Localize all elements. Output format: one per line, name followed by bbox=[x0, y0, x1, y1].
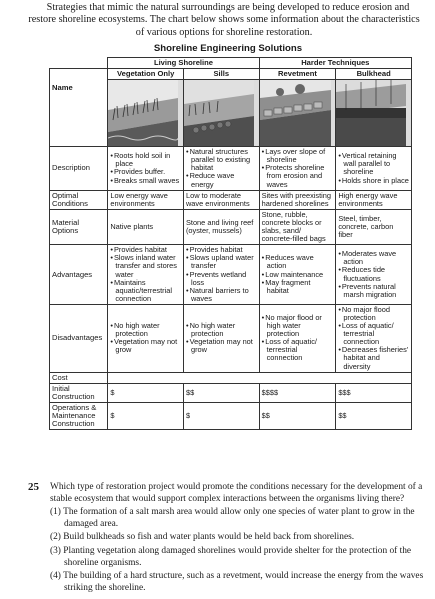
shoreline-table bbox=[49, 57, 412, 430]
column-header-row bbox=[50, 69, 412, 80]
advantages-bulkhead bbox=[336, 245, 412, 305]
bullet-item: • Roots hold soil in place bbox=[110, 152, 181, 168]
bullet-item: • Vegetation may not grow bbox=[186, 338, 257, 354]
disadvantages-row bbox=[50, 304, 412, 372]
initial-construction-row bbox=[50, 383, 412, 402]
disadvantages-vegetation bbox=[108, 304, 184, 372]
description-label: Description bbox=[50, 147, 108, 190]
empty-corner bbox=[50, 58, 108, 69]
maintenance-label: Operations & Maintenance Construction bbox=[50, 402, 108, 429]
bullet-item: • No high water protection bbox=[110, 322, 181, 338]
advantages-sills bbox=[183, 245, 259, 305]
bullet-item: • Provides habitat bbox=[110, 246, 181, 254]
disadvantages-bulkhead bbox=[336, 304, 412, 372]
bullet-item: • Lays over slope of shoreline bbox=[262, 148, 334, 164]
bullet-item: • Decreases fisheries' habitat and diversity bbox=[338, 346, 409, 370]
advantages-revetment bbox=[259, 245, 336, 305]
bullet-item: • Low maintenance bbox=[262, 271, 334, 279]
question-number: 25 bbox=[28, 481, 39, 493]
answer-choice-2[interactable]: (2) Build bulkheads so fish and water plants would be held back from shorelines. bbox=[50, 532, 355, 543]
bullet-item: • Prevents wetland loss bbox=[186, 271, 257, 287]
bullet-item: • Slows inland water transfer and stores water bbox=[110, 254, 181, 278]
bullet-item: • Vertical retaining wall parallel to shoreline bbox=[338, 152, 409, 176]
bulkhead-header: Bulkhead bbox=[336, 69, 412, 80]
bullet-item: • Natural structures parallel to existing habitat bbox=[186, 148, 257, 172]
bullet-item: • Reduces tide fluctuations bbox=[338, 266, 409, 282]
advantages-label: Advantages bbox=[50, 245, 108, 305]
description-row bbox=[50, 147, 412, 190]
description-sills bbox=[183, 147, 259, 190]
bulkhead-illustration bbox=[336, 80, 412, 147]
bullet-item: • Maintains aquatic/terrestrial connection bbox=[110, 279, 181, 303]
optimal-conditions-label: Optimal Conditions bbox=[50, 190, 108, 209]
material-bulkhead: Steel, timber, concrete, carbon fiber bbox=[336, 209, 412, 244]
vegetation-only-header: Vegetation Only bbox=[108, 69, 184, 80]
bullet-item: • Natural barriers to waves bbox=[186, 287, 257, 303]
maintenance-row bbox=[50, 402, 412, 429]
optimal-vegetation: Low energy wave environments bbox=[108, 190, 184, 209]
maintenance-bulkhead: $$ bbox=[336, 402, 412, 429]
sills-illustration bbox=[183, 80, 259, 147]
sills-header: Sills bbox=[183, 69, 259, 80]
bullet-item: • No major flood protection bbox=[338, 306, 409, 322]
bullet-item: • Loss of aquatic/ terrestrial connection bbox=[338, 322, 409, 346]
bullet-item: • Reduce wave energy bbox=[186, 172, 257, 188]
bullet-item: • Breaks small waves bbox=[110, 177, 181, 185]
group-header-row bbox=[50, 58, 412, 69]
bullet-item: • Protects shoreline from erosion and waves bbox=[262, 164, 334, 188]
advantages-row bbox=[50, 245, 412, 305]
maintenance-vegetation: $ bbox=[108, 402, 184, 429]
harder-techniques-header: Harder Techniques bbox=[259, 58, 411, 69]
bullet-item: • Provides buffer. bbox=[110, 168, 181, 176]
cost-row bbox=[50, 372, 412, 383]
intro-paragraph: Strategies that mimic the natural surroundings are being developed to reduce erosion and restore shoreline ecosystems. The chart below shows some information about the characteristics of various options for shoreline restoration. bbox=[28, 2, 420, 38]
living-shoreline-header: Living Shoreline bbox=[108, 58, 259, 69]
description-vegetation bbox=[108, 147, 184, 190]
advantages-vegetation bbox=[108, 245, 184, 305]
bullet-item: • Holds shore in place bbox=[338, 177, 409, 185]
optimal-sills: Low to moderate wave environments bbox=[183, 190, 259, 209]
material-revetment: Stone, rubble, concrete blocks or slabs, sand/ concrete-filled bags bbox=[259, 209, 336, 244]
optimal-revetment: Sites with preexisting hardened shorelines bbox=[259, 190, 336, 209]
bullet-item: • Vegetation may not grow bbox=[110, 338, 181, 354]
maintenance-sills: $ bbox=[183, 402, 259, 429]
initial-vegetation: $ bbox=[108, 383, 184, 402]
bullet-item: • No high water protection bbox=[186, 322, 257, 338]
answer-choice-4[interactable]: (4) The building of a hard structure, such as a revetment, would increase the energy from the waves striking the shoreline. bbox=[50, 571, 424, 593]
revetment-illustration bbox=[259, 80, 336, 147]
disadvantages-revetment bbox=[259, 304, 336, 372]
initial-bulkhead: $$$ bbox=[336, 383, 412, 402]
maintenance-revetment: $$ bbox=[259, 402, 336, 429]
bullet-item: • Slows upland water transfer bbox=[186, 254, 257, 270]
bullet-item: • Reduces wave action bbox=[262, 254, 334, 270]
optimal-conditions-row bbox=[50, 190, 412, 209]
description-revetment bbox=[259, 147, 336, 190]
bullet-item: • No major flood or high water protection bbox=[262, 314, 334, 338]
chart-title: Shoreline Engineering Solutions bbox=[153, 43, 303, 54]
material-options-row bbox=[50, 209, 412, 244]
initial-revetment: $$$$ bbox=[259, 383, 336, 402]
initial-construction-label: Initial Construction bbox=[50, 383, 108, 402]
material-sills: Stone and living reef (oyster, mussels) bbox=[183, 209, 259, 244]
bullet-item: • Moderates wave action bbox=[338, 250, 409, 266]
material-options-label: Material Options bbox=[50, 209, 108, 244]
answer-choice-3[interactable]: (3) Planting vegetation along damaged shorelines would provide shelter for the protection of the shoreline organisms. bbox=[50, 545, 412, 568]
revetment-header: Revetment bbox=[259, 69, 336, 80]
material-vegetation: Native plants bbox=[108, 209, 184, 244]
bullet-item: • Loss of aquatic/ terrestrial connection bbox=[262, 338, 334, 362]
optimal-bulkhead: High energy wave environments bbox=[336, 190, 412, 209]
disadvantages-label: Disadvantages bbox=[50, 304, 108, 372]
bullet-item: • May fragment habitat bbox=[262, 279, 334, 295]
name-column-header: Name bbox=[50, 69, 108, 147]
description-bulkhead bbox=[336, 147, 412, 190]
question-25 bbox=[28, 482, 424, 594]
disadvantages-sills bbox=[183, 304, 259, 372]
answer-choice-1[interactable]: (1) The formation of a salt marsh area would allow only one species of water plant to grow in the damaged area. bbox=[50, 507, 415, 529]
bullet-item: • Prevents natural marsh migration bbox=[338, 283, 409, 299]
question-stem: Which type of restoration project would promote the conditions necessary for the development of a stable ecosystem that would support complex interactions between the organisms living there? bbox=[50, 482, 423, 504]
cost-label: Cost bbox=[50, 372, 108, 383]
cost-spacer bbox=[108, 372, 412, 383]
initial-sills: $$ bbox=[183, 383, 259, 402]
vegetation-illustration bbox=[108, 80, 184, 147]
bullet-item: • Provides habitat bbox=[186, 246, 257, 254]
